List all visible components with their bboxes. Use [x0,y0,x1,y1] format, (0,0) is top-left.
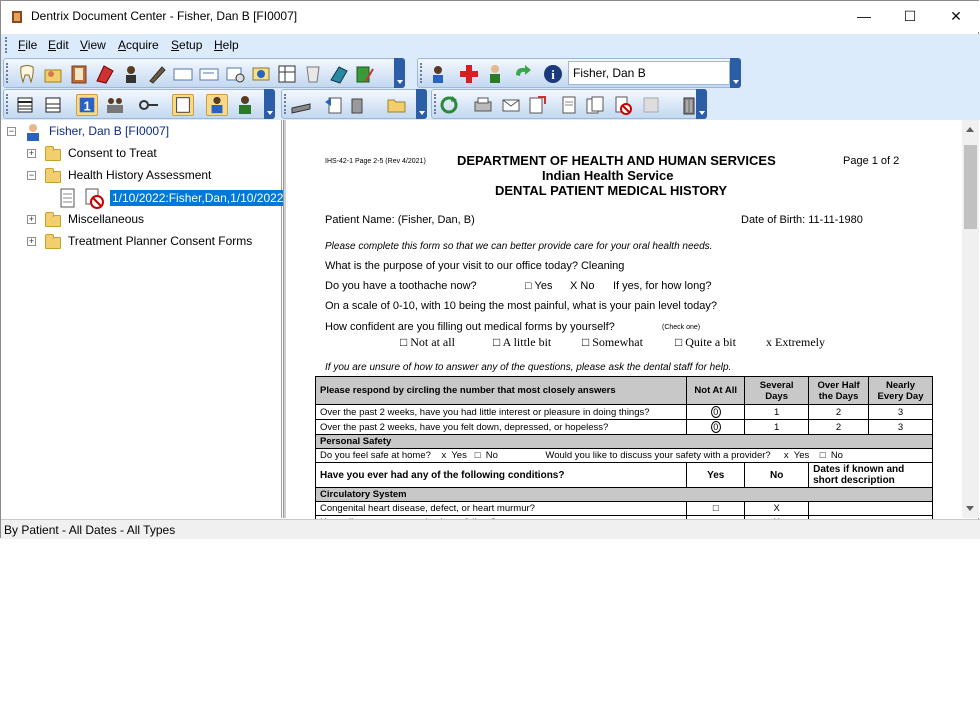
pain-question: On a scale of 0-10, with 10 being the most painful, what is your pain level today? [325,300,717,312]
circled-answer: 0 [711,406,721,418]
folder-icon [45,237,61,249]
menu-acquire[interactable]: Acquire [118,38,159,52]
patient-toolbar [417,58,741,88]
section-row: Circulatory System [316,488,933,502]
confidence-question: How confident are you filling out medical forms by yourself? [325,321,615,333]
provider-icon[interactable] [206,94,228,116]
card-icon[interactable] [172,63,194,85]
ledger-icon[interactable] [68,63,90,85]
confidence-extremely: x Extremely [766,335,825,349]
open-folder-icon[interactable] [386,94,408,116]
table-row: Congenital heart disease, defect, or heart murmur? □ X [316,502,933,516]
notes-pen-icon[interactable] [354,63,376,85]
family-file-icon[interactable] [42,63,64,85]
expand-icon[interactable]: + [28,214,35,224]
vertical-scrollbar[interactable] [962,120,979,518]
pages-icon[interactable] [584,94,606,116]
document-icon [60,188,76,208]
dentrix-app-icon [9,9,25,25]
scanner-icon[interactable] [290,94,312,116]
open-folder-icon [45,171,61,183]
circled-answer: 0 [711,421,721,433]
detail-view-icon[interactable] [42,94,64,116]
modules-toolbar [3,58,405,88]
medical-history-form [287,120,962,720]
close-button[interactable]: ✕ [950,8,962,24]
minimize-button[interactable]: — [857,8,871,24]
provider-alt-icon[interactable] [234,94,256,116]
toothache-question: Do you have a toothache now? [325,280,477,292]
folder-icon [45,215,61,227]
document-preview [287,120,962,518]
confidence-somewhat: □ Somewhat [582,335,643,349]
confidence-little: □ A little bit [493,335,552,349]
tree-item-consent[interactable] [27,145,277,163]
scroll-down-icon[interactable] [966,506,974,511]
toothache-duration: If yes, for how long? [613,280,712,292]
patient-select-icon[interactable] [428,63,450,85]
patient-icon [24,123,42,141]
maximize-button[interactable]: ☐ [903,8,917,24]
undo-doc-icon[interactable] [322,94,344,116]
department-heading: DEPARTMENT OF HEALTH AND HUMAN SERVICES [457,153,776,168]
expand-icon[interactable]: + [28,236,35,246]
purpose-question: What is the purpose of your visit to our office today? Cleaning [325,260,625,272]
menu-setup[interactable]: Setup [171,38,203,52]
toolbar-options-button[interactable] [696,89,707,119]
grid-window-icon[interactable] [276,63,298,85]
table-header-row: Please respond by circling the number that most closely answers Not At All Several Days Over Half the Days Nearly Every Day [316,377,933,405]
export-doc-icon[interactable] [526,94,548,116]
svg-text:i: i [551,67,555,82]
confidence-not-at-all: □ Not at all [400,335,455,349]
toothache-no: X No [570,280,595,292]
cup-icon[interactable] [302,63,324,85]
toolbar-grip[interactable] [420,63,423,83]
refresh-arrow-icon[interactable] [512,63,534,85]
toolbar-grip[interactable] [6,94,9,114]
key-icon[interactable] [138,94,160,116]
form-title: DENTAL PATIENT MEDICAL HISTORY [495,183,728,198]
view-toolbar [3,89,275,119]
rotate-icon[interactable] [438,94,460,116]
tree-item-label: 1/10/2022:Fisher,Dan,1/10/2022 [112,191,284,205]
medical-alert-icon[interactable] [458,63,480,85]
no-document-icon[interactable] [612,94,634,116]
patient-name: Patient Name: (Fisher, Dan, B) [325,214,475,226]
toolbar-options-button[interactable] [394,58,405,88]
agency-heading: Indian Health Service [542,168,674,183]
date-of-birth: Date of Birth: 11-11-1980 [741,214,863,226]
pen-icon[interactable] [146,63,168,85]
scan-toolbar [281,89,427,119]
toolbar-grip[interactable] [434,94,437,114]
menu-help[interactable]: Help [214,38,239,52]
status-filter-text: By Patient - All Dates - All Types [4,523,176,537]
form-id: IHS-42-1 Page 2-5 (Rev 4/2021) [325,158,426,165]
menu-view[interactable]: View [80,38,106,52]
document-clock-icon[interactable] [224,63,246,85]
toothache-yes: □ Yes [525,280,553,292]
tree-item-label: Miscellaneous [68,212,145,226]
toolbar-grip[interactable] [284,94,287,114]
toolbar-grip[interactable] [6,63,9,83]
unsure-note: If you are unsure of how to answer any of the questions, please ask the dental staff for help. [325,362,732,373]
info-icon[interactable] [542,63,564,85]
email-doc-icon[interactable] [500,94,522,116]
document-tree [2,120,282,518]
book-icon[interactable] [328,63,350,85]
list-view-icon[interactable] [14,94,36,116]
treatment-planner-icon[interactable] [94,63,116,85]
document-toolbar [431,89,707,119]
tree-item-health-history[interactable] [27,167,277,185]
document-view-icon[interactable] [172,94,194,116]
title-bar [1,1,980,32]
status-bar [1,519,980,539]
menu-bar [1,34,980,56]
single-patient-icon[interactable] [76,94,98,116]
scroll-thumb[interactable] [964,145,977,229]
collapse-icon[interactable]: − [28,170,35,180]
tree-item-label: Health History Assessment [68,168,212,182]
conditions-header-row: Have you ever had any of the following conditions? Yes No Dates if known and short description [316,463,933,488]
patient-name-field[interactable]: Fisher, Dan B [568,61,730,85]
table-row: Over the past 2 weeks, have you had little interest or pleasure in doing things? 0 1 2 3 [316,405,933,420]
menu-edit[interactable]: Edit [48,38,69,52]
tree-root-label: Fisher, Dan B [FI0007] [49,124,170,138]
folder-icon [45,149,61,161]
collapse-icon[interactable]: − [8,126,15,136]
tooth-icon[interactable] [16,63,38,85]
perio-icon[interactable] [120,63,142,85]
trash-doc-icon[interactable] [346,94,368,116]
scroll-up-icon[interactable] [966,127,974,132]
tree-root[interactable] [7,123,277,141]
toolbar-options-button[interactable] [730,58,741,88]
disabled-doc-icon [640,94,662,116]
tree-item-label: Treatment Planner Consent Forms [68,234,253,248]
intro-text: Please complete this form so that we can better provide care for your oral health needs. [325,241,713,252]
no-sign-icon [84,188,106,210]
letter-icon[interactable] [198,63,220,85]
table-row: Do you feel safe at home? x Yes □ No Would you like to discuss your safety with a provider? x Yes □ No [316,449,933,463]
table-row: Over the past 2 weeks, have you felt down, depressed, or hopeless? 0 1 2 3 [316,420,933,435]
screening-table [315,376,933,530]
confidence-quite: □ Quite a bit [675,335,736,349]
menu-file[interactable]: File [18,38,38,52]
section-row: Personal Safety [316,435,933,449]
print-icon[interactable] [472,94,494,116]
menu-grip[interactable] [5,37,9,53]
toolbar-options-button[interactable] [264,89,275,119]
tree-item-label: Consent to Treat [68,146,157,160]
expand-icon[interactable]: + [28,148,35,158]
tree-item-misc[interactable] [27,211,277,229]
continuing-care-icon[interactable] [484,63,506,85]
window-title: Dentrix Document Center - Fisher, Dan B [FI0007] [31,9,298,23]
check-one-label: (Check one) [662,324,701,331]
globe-mail-icon[interactable] [250,63,272,85]
panel-splitter[interactable] [283,120,286,518]
toolbar-options-button[interactable] [416,89,427,119]
toolbar-area [1,56,980,120]
tree-item-document[interactable] [60,188,284,210]
page-icon[interactable] [558,94,580,116]
group-icon[interactable] [104,94,126,116]
tree-item-treatment-consent[interactable] [27,233,277,251]
svg-text:1: 1 [83,98,91,114]
page-indicator: Page 1 of 2 [843,155,900,167]
